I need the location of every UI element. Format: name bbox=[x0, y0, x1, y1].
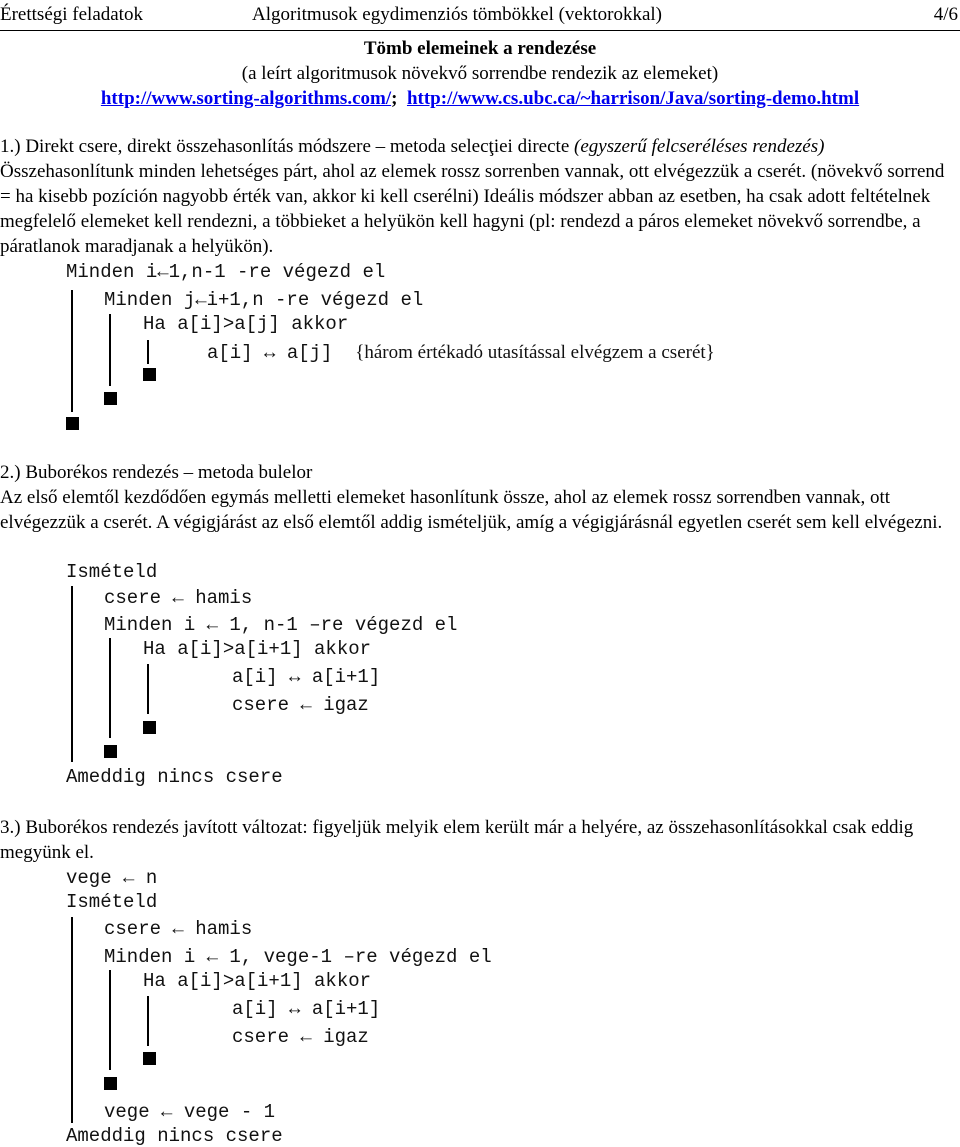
s2-code-line-6: csere ← igaz bbox=[232, 694, 369, 716]
s3-code-line-3: Minden i ← 1, vege-1 –re végezd el bbox=[104, 946, 492, 968]
s3-code-line-7: vege ← vege - 1 bbox=[104, 1101, 276, 1123]
block-end-marker bbox=[143, 1052, 156, 1065]
s2-code-line-3: Minden i ← 1, n-1 –re végezd el bbox=[104, 614, 458, 636]
section1-paragraph bbox=[0, 159, 950, 259]
page-number: 4/6 bbox=[933, 4, 958, 25]
section1-p1: Összehasonlítunk minden lehetséges párt, ahol az elemek rossz sorrenben vannak, ott elvégezzük a cserét. bbox=[0, 161, 807, 182]
block-end-marker bbox=[143, 721, 156, 734]
block-bar bbox=[147, 996, 149, 1046]
section1-p3: Ideális módszer abban az esetben, ha csak adott feltételnek megfelelő elemeket kell rendezni, a többieket a helyükön kell hagyni (pl: rendezd a páros elemeket növekvő sorrendbe, a páratlanok maradjanak a helyükön). bbox=[0, 186, 931, 257]
page-header bbox=[0, 0, 960, 31]
section1-heading-italic: (egyszerű felcseréléses rendezés) bbox=[574, 136, 825, 157]
header-left: Érettségi feladatok bbox=[0, 4, 143, 25]
s2-code-line-2: csere ← hamis bbox=[104, 587, 253, 609]
s2-code-line-7: Ameddig nincs csere bbox=[66, 766, 283, 788]
section1-heading: 1.) Direkt csere, direkt összehasonlítás módszere – metoda selecţiei directe (egyszerű felcseréléses rendezés) bbox=[0, 136, 825, 157]
s3-code-line-8: Ameddig nincs csere bbox=[66, 1125, 283, 1147]
s1-code-line-4 bbox=[207, 342, 715, 364]
reference-links bbox=[0, 88, 960, 110]
link-separator: ; bbox=[391, 88, 398, 109]
section2-paragraph: Az első elemtől kezdődően egymás melletti elemeket hasonlítunk össze, ahol az elemek rossz sorrendben vannak, ott elvégezzük a cserét. A végigjárást az első elemtől addig ismételjük, amíg a végigjárásnál egyetlen cserét sem kell elvégezni. bbox=[0, 487, 943, 533]
block-bar bbox=[71, 917, 73, 1123]
block-bar bbox=[71, 290, 73, 412]
block-bar bbox=[147, 340, 149, 364]
s1-code-comment: {három értékadó utasítással elvégzem a cserét} bbox=[355, 342, 715, 363]
section1-p2: (növekvő sorrend = ha kisebb pozíción nagyobb érték van, akkor ki kell cserélni) bbox=[0, 161, 945, 207]
page-title: Tömb elemeinek a rendezése bbox=[363, 38, 597, 59]
s1-code-line-2: Minden j←i+1,n -re végezd el bbox=[104, 289, 424, 311]
s3-code-line-5: a[i] ↔ a[i+1] bbox=[232, 998, 381, 1020]
s3-code-line-2: csere ← hamis bbox=[104, 918, 253, 940]
header-center: Algoritmusok egydimenziós tömbökkel (vektorokkal) bbox=[252, 4, 663, 25]
section3-heading: 3.) Buborékos rendezés javított változat: figyeljük melyik elem került már a helyére, az összehasonlításokkal csak eddig megyünk el. bbox=[0, 817, 914, 863]
s2-code-line-1: Ismételd bbox=[66, 561, 158, 583]
sorting-demo-link[interactable]: http://www.cs.ubc.ca/~harrison/Java/sorting-demo.html bbox=[406, 88, 860, 109]
block-end-marker bbox=[104, 745, 117, 758]
block-bar bbox=[109, 970, 111, 1070]
s3-code-line-1: Ismételd bbox=[66, 891, 158, 913]
s3-code-line-6: csere ← igaz bbox=[232, 1026, 369, 1048]
block-bar bbox=[109, 314, 111, 386]
block-end-marker bbox=[143, 368, 156, 381]
s2-code-line-4: Ha a[i]>a[i+1] akkor bbox=[143, 638, 372, 660]
block-end-marker bbox=[104, 392, 117, 405]
page-subtitle: (a leírt algoritmusok növekvő sorrendbe rendezik az elemeket) bbox=[241, 63, 719, 84]
sorting-algorithms-link[interactable]: http://www.sorting-algorithms.com/ bbox=[100, 88, 392, 109]
section2-heading: 2.) Buborékos rendezés – metoda bulelor bbox=[0, 462, 313, 483]
block-end-marker bbox=[66, 417, 79, 430]
s1-code-line-1: Minden i←1,n-1 -re végezd el bbox=[66, 261, 386, 283]
block-bar bbox=[147, 664, 149, 714]
block-bar bbox=[109, 638, 111, 738]
s1-code-line-3: Ha a[i]>a[j] akkor bbox=[143, 313, 349, 335]
s3-code-line-4: Ha a[i]>a[i+1] akkor bbox=[143, 970, 372, 992]
block-bar bbox=[71, 586, 73, 762]
s3-code-line-0: vege ← n bbox=[66, 867, 158, 889]
s2-code-line-5: a[i] ↔ a[i+1] bbox=[232, 666, 381, 688]
s1-code-swap: a[i] ↔ a[j] bbox=[207, 342, 333, 364]
block-end-marker bbox=[104, 1077, 117, 1090]
